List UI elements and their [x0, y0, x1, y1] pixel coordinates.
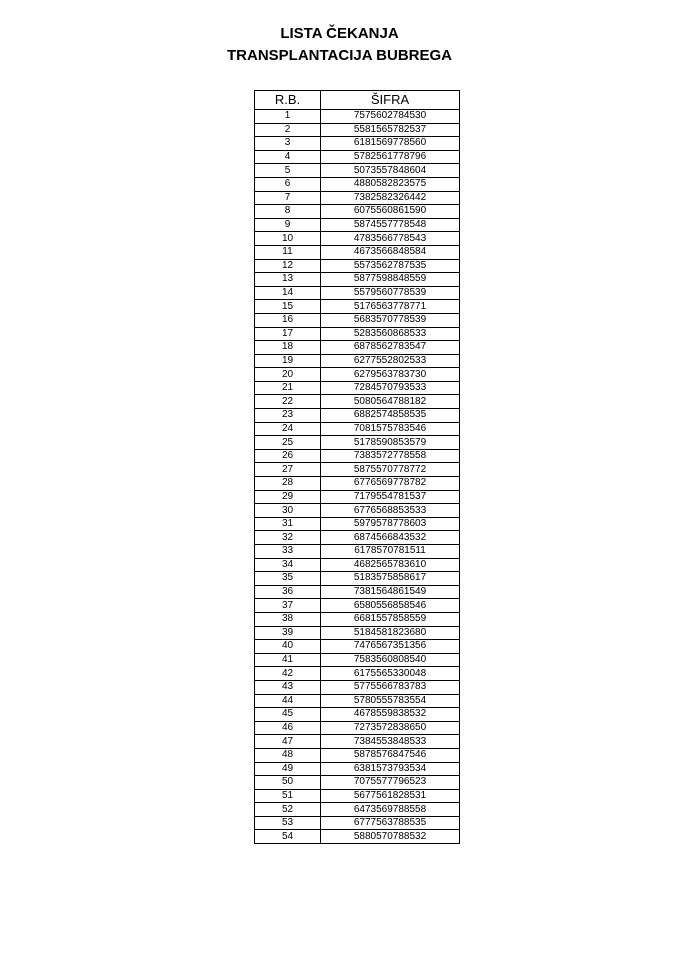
- row-number-cell: 51: [255, 789, 321, 803]
- column-header-rb: R.B.: [255, 91, 321, 110]
- code-cell: 6580556858546: [321, 599, 460, 613]
- code-cell: 5073557848604: [321, 164, 460, 178]
- row-number-cell: 12: [255, 259, 321, 273]
- row-number-cell: 8: [255, 205, 321, 219]
- row-number-cell: 36: [255, 585, 321, 599]
- row-number-cell: 28: [255, 477, 321, 491]
- row-number-cell: 22: [255, 395, 321, 409]
- row-number-cell: 53: [255, 816, 321, 830]
- code-cell: 5875570778772: [321, 463, 460, 477]
- row-number-cell: 2: [255, 123, 321, 137]
- row-number-cell: 39: [255, 626, 321, 640]
- code-cell: 6381573793534: [321, 762, 460, 776]
- code-cell: 5581565782537: [321, 123, 460, 137]
- row-number-cell: 54: [255, 830, 321, 844]
- code-cell: 5683570778539: [321, 313, 460, 327]
- row-number-cell: 18: [255, 341, 321, 355]
- code-cell: 7384553848533: [321, 735, 460, 749]
- table-row: [255, 177, 460, 191]
- row-number-cell: 3: [255, 137, 321, 151]
- code-cell: 5176563778771: [321, 300, 460, 314]
- row-number-cell: 25: [255, 436, 321, 450]
- row-number-cell: 1: [255, 110, 321, 124]
- table-row: [255, 463, 460, 477]
- row-number-cell: 33: [255, 545, 321, 559]
- row-number-cell: 50: [255, 776, 321, 790]
- row-number-cell: 42: [255, 667, 321, 681]
- code-cell: 6681557858559: [321, 612, 460, 626]
- row-number-cell: 24: [255, 422, 321, 436]
- table-row: [255, 748, 460, 762]
- code-cell: 4880582823575: [321, 177, 460, 191]
- code-cell: 7179554781537: [321, 490, 460, 504]
- code-cell: 7284570793533: [321, 381, 460, 395]
- code-cell: 5283560868533: [321, 327, 460, 341]
- code-cell: 4783566778543: [321, 232, 460, 246]
- code-cell: 7381564861549: [321, 585, 460, 599]
- row-number-cell: 52: [255, 803, 321, 817]
- code-cell: 7075577796523: [321, 776, 460, 790]
- code-cell: 6178570781511: [321, 545, 460, 559]
- table-row: [255, 599, 460, 613]
- table-row: [255, 816, 460, 830]
- code-cell: 7476567351356: [321, 640, 460, 654]
- table-row: [255, 694, 460, 708]
- code-cell: 6075560861590: [321, 205, 460, 219]
- row-number-cell: 29: [255, 490, 321, 504]
- code-cell: 6882574858535: [321, 409, 460, 423]
- row-number-cell: 21: [255, 381, 321, 395]
- row-number-cell: 44: [255, 694, 321, 708]
- table-row: [255, 300, 460, 314]
- table-row: [255, 286, 460, 300]
- code-cell: 5579560778539: [321, 286, 460, 300]
- table-row: [255, 381, 460, 395]
- waiting-list-table: [254, 90, 460, 844]
- code-cell: 6473569788558: [321, 803, 460, 817]
- row-number-cell: 30: [255, 504, 321, 518]
- row-number-cell: 13: [255, 273, 321, 287]
- code-cell: 6874566843532: [321, 531, 460, 545]
- table-row: [255, 395, 460, 409]
- table-row: [255, 735, 460, 749]
- code-cell: 5979578778603: [321, 517, 460, 531]
- code-cell: 7583560808540: [321, 653, 460, 667]
- row-number-cell: 32: [255, 531, 321, 545]
- table-row: [255, 667, 460, 681]
- table-row: [255, 354, 460, 368]
- row-number-cell: 15: [255, 300, 321, 314]
- row-number-cell: 19: [255, 354, 321, 368]
- row-number-cell: 41: [255, 653, 321, 667]
- table-row: [255, 368, 460, 382]
- row-number-cell: 14: [255, 286, 321, 300]
- code-cell: 7383572778558: [321, 449, 460, 463]
- table-row: [255, 245, 460, 259]
- row-number-cell: 23: [255, 409, 321, 423]
- table-row: [255, 612, 460, 626]
- code-cell: 7382582326442: [321, 191, 460, 205]
- table-row: [255, 218, 460, 232]
- row-number-cell: 5: [255, 164, 321, 178]
- table-row: [255, 640, 460, 654]
- table-row: [255, 436, 460, 450]
- row-number-cell: 45: [255, 708, 321, 722]
- table-row: [255, 504, 460, 518]
- row-number-cell: 26: [255, 449, 321, 463]
- table-row: [255, 545, 460, 559]
- table-row: [255, 626, 460, 640]
- code-cell: 5184581823680: [321, 626, 460, 640]
- code-cell: 5080564788182: [321, 395, 460, 409]
- table-row: [255, 191, 460, 205]
- code-cell: 7575602784530: [321, 110, 460, 124]
- code-cell: 5878576847546: [321, 748, 460, 762]
- code-cell: 5775566783783: [321, 680, 460, 694]
- table-row: [255, 164, 460, 178]
- table-body: [255, 110, 460, 844]
- table-row: [255, 585, 460, 599]
- table-header-row: [255, 91, 460, 110]
- table-row: [255, 517, 460, 531]
- table-row: [255, 803, 460, 817]
- code-cell: 6878562783547: [321, 341, 460, 355]
- code-cell: 5178590853579: [321, 436, 460, 450]
- table-row: [255, 653, 460, 667]
- code-cell: 5880570788532: [321, 830, 460, 844]
- row-number-cell: 27: [255, 463, 321, 477]
- row-number-cell: 37: [255, 599, 321, 613]
- code-cell: 6776568853533: [321, 504, 460, 518]
- row-number-cell: 17: [255, 327, 321, 341]
- row-number-cell: 35: [255, 572, 321, 586]
- table-row: [255, 449, 460, 463]
- row-number-cell: 16: [255, 313, 321, 327]
- row-number-cell: 38: [255, 612, 321, 626]
- row-number-cell: 11: [255, 245, 321, 259]
- code-cell: 7081575783546: [321, 422, 460, 436]
- code-cell: 5874557778548: [321, 218, 460, 232]
- row-number-cell: 48: [255, 748, 321, 762]
- code-cell: 5183575858617: [321, 572, 460, 586]
- table-row: [255, 273, 460, 287]
- row-number-cell: 20: [255, 368, 321, 382]
- row-number-cell: 47: [255, 735, 321, 749]
- code-cell: 6776569778782: [321, 477, 460, 491]
- table-row: [255, 531, 460, 545]
- row-number-cell: 31: [255, 517, 321, 531]
- table-row: [255, 708, 460, 722]
- table-row: [255, 327, 460, 341]
- row-number-cell: 10: [255, 232, 321, 246]
- table-row: [255, 490, 460, 504]
- document-subtitle: TRANSPLANTACIJA BUBREGA: [227, 47, 452, 64]
- table-row: [255, 409, 460, 423]
- document-title: LISTA ČEKANJA: [280, 25, 399, 42]
- code-cell: 6181569778560: [321, 137, 460, 151]
- code-cell: 6277552802533: [321, 354, 460, 368]
- code-cell: 4673566848584: [321, 245, 460, 259]
- code-cell: 5780555783554: [321, 694, 460, 708]
- column-header-sifra: ŠIFRA: [321, 91, 460, 110]
- table-row: [255, 789, 460, 803]
- table-row: [255, 558, 460, 572]
- row-number-cell: 34: [255, 558, 321, 572]
- code-cell: 5573562787535: [321, 259, 460, 273]
- table-row: [255, 205, 460, 219]
- code-cell: 5677561828531: [321, 789, 460, 803]
- row-number-cell: 49: [255, 762, 321, 776]
- row-number-cell: 7: [255, 191, 321, 205]
- table-row: [255, 110, 460, 124]
- table-row: [255, 762, 460, 776]
- row-number-cell: 43: [255, 680, 321, 694]
- code-cell: 4678559838532: [321, 708, 460, 722]
- table-row: [255, 680, 460, 694]
- row-number-cell: 40: [255, 640, 321, 654]
- row-number-cell: 6: [255, 177, 321, 191]
- table-row: [255, 341, 460, 355]
- code-cell: 7273572838650: [321, 721, 460, 735]
- table-row: [255, 830, 460, 844]
- code-cell: 5782561778796: [321, 150, 460, 164]
- table-row: [255, 776, 460, 790]
- code-cell: 6279563783730: [321, 368, 460, 382]
- table-row: [255, 123, 460, 137]
- code-cell: 5877598848559: [321, 273, 460, 287]
- row-number-cell: 46: [255, 721, 321, 735]
- code-cell: 4682565783610: [321, 558, 460, 572]
- table-row: [255, 422, 460, 436]
- table-row: [255, 232, 460, 246]
- table-row: [255, 313, 460, 327]
- table-row: [255, 150, 460, 164]
- table-row: [255, 477, 460, 491]
- table-row: [255, 137, 460, 151]
- table-row: [255, 259, 460, 273]
- row-number-cell: 9: [255, 218, 321, 232]
- table-row: [255, 572, 460, 586]
- row-number-cell: 4: [255, 150, 321, 164]
- code-cell: 6777563788535: [321, 816, 460, 830]
- code-cell: 6175565330048: [321, 667, 460, 681]
- table-row: [255, 721, 460, 735]
